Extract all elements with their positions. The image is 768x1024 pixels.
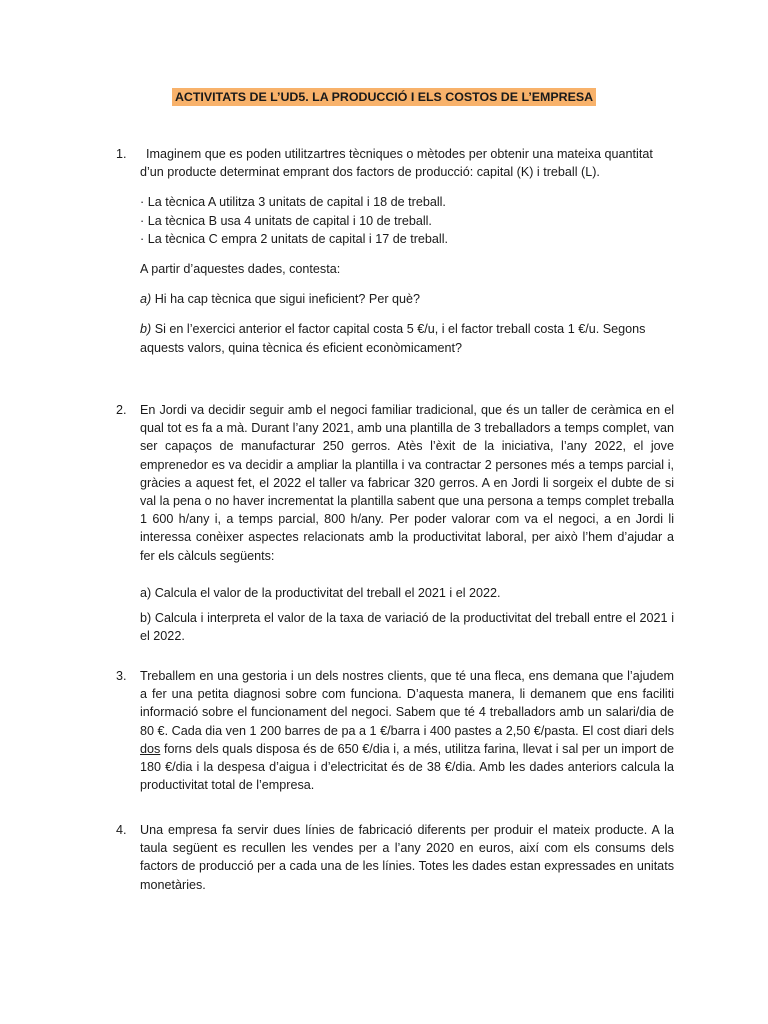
question-2-part-b: b) Calcula i interpreta el valor de la taxa de variació de la productivitat del treball entre el 2021 i el 2022. xyxy=(140,611,674,644)
question-2-text: En Jordi va decidir seguir amb el negoci familiar tradicional, que és un taller de ceràmica en el qual tot es fa a mà. Durant l’any 2021, amb una plantilla de 3 treballadors a temps complet, van ser capaços de manufacturar 250 gerros. Atès l’èxit de la iniciativa, l’any 2022, el jove emprenedor es va decidir a ampliar la plantilla i va contractar 2 persones més a temps parcial i, gràcies a aquest fet, el 2022 el taller va fabricar 320 gerros. A en Jordi li sorgeix el dubte de si val la pena o no haver incrementat la plantilla sabent que una persona a temps complet treballa 1 600 h/any i, a temps parcial, 800 h/any. Per poder valorar com va el negoci, a en Jordi li interessa conèixer aspectes relacionats amb la productivitat laboral, per això l’hem d’ajudar a fer els càlculs següents: xyxy=(140,403,674,563)
question-4-text: Una empresa fa servir dues línies de fabricació diferents per produir el mateix producte. A la taula següent es recullen les vendes per a l’any 2020 en euros, així com els consums dels factors de producció per a cada una de les línies. Totes les dades estan expressades en unitats monetàries. xyxy=(140,823,674,892)
question-3-text xyxy=(140,667,674,794)
question-4-number: 4. xyxy=(116,823,127,837)
question-3-number: 3. xyxy=(116,669,127,683)
question-3 xyxy=(140,667,674,794)
document-title: ACTIVITATS DE L’UD5. LA PRODUCCIÓ I ELS COSTOS DE L’EMPRESA xyxy=(172,88,596,106)
question-4 xyxy=(140,821,674,894)
question-1-part-b-text: Si en l’exercici anterior el factor capital costa 5 €/u, i el factor treball costa 1 €/u. Segons aquests valors, quina tècnica és eficient econòmicament? xyxy=(140,322,646,355)
question-1-bullet-c: · La tècnica C empra 2 unitats de capital i 17 de treball. xyxy=(140,231,449,246)
question-1-part-b-letter: b) xyxy=(140,322,152,337)
question-1 xyxy=(140,145,674,357)
question-1-number: 1. xyxy=(116,147,127,161)
question-1-part-a xyxy=(140,290,674,308)
question-1-intro: Imaginem que es poden utilitzartres tècniques o mètodes per obtenir una mateixa quantitat d’un producte determinat emprant dos factors de producció: capital (K) i treball (L). xyxy=(140,147,653,180)
question-3-text-part2: forns dels quals disposa és de 650 €/dia i, a més, utilitza farina, llevat i sal per un import de 180 €/dia i la despesa d’aigua i d’electricitat és de 38 €/dia. Amb les dades anteriors calcula la productivitat total de l’empresa. xyxy=(140,741,674,793)
question-1-prompt: A partir d’aquestes dades, contesta: xyxy=(140,262,341,277)
question-1-part-a-text: Hi ha cap tècnica que sigui ineficient? Per què? xyxy=(151,292,421,307)
question-2 xyxy=(140,401,674,645)
question-1-bullet-a: · La tècnica A utilitza 3 unitats de capital i 18 de treball. xyxy=(140,195,446,210)
question-1-part-a-letter: a) xyxy=(140,292,152,307)
question-2-number: 2. xyxy=(116,403,127,417)
question-1-part-b xyxy=(140,320,674,356)
title-container xyxy=(0,88,768,106)
question-3-text-part1: Treballem en una gestoria i un dels nostres clients, que té una fleca, ens demana que l’ajudem a fer una petita diagnosi sobre com funciona. D’aquesta manera, li demanem que ens faciliti informació sobre el funcionament del negoci. Sabem que té 4 treballadors amb un salari/dia de 80 €. Cada dia ven 1 200 barres de pa a 1 €/barra i 400 pastes a 2,50 €/pasta. El cost diari dels xyxy=(140,669,674,738)
question-1-bullet-b: · La tècnica B usa 4 unitats de capital i 10 de treball. xyxy=(140,213,432,228)
question-2-part-a: a) Calcula el valor de la productivitat del treball el 2021 i el 2022. xyxy=(140,585,501,600)
question-3-underlined-word: dos xyxy=(140,741,161,756)
